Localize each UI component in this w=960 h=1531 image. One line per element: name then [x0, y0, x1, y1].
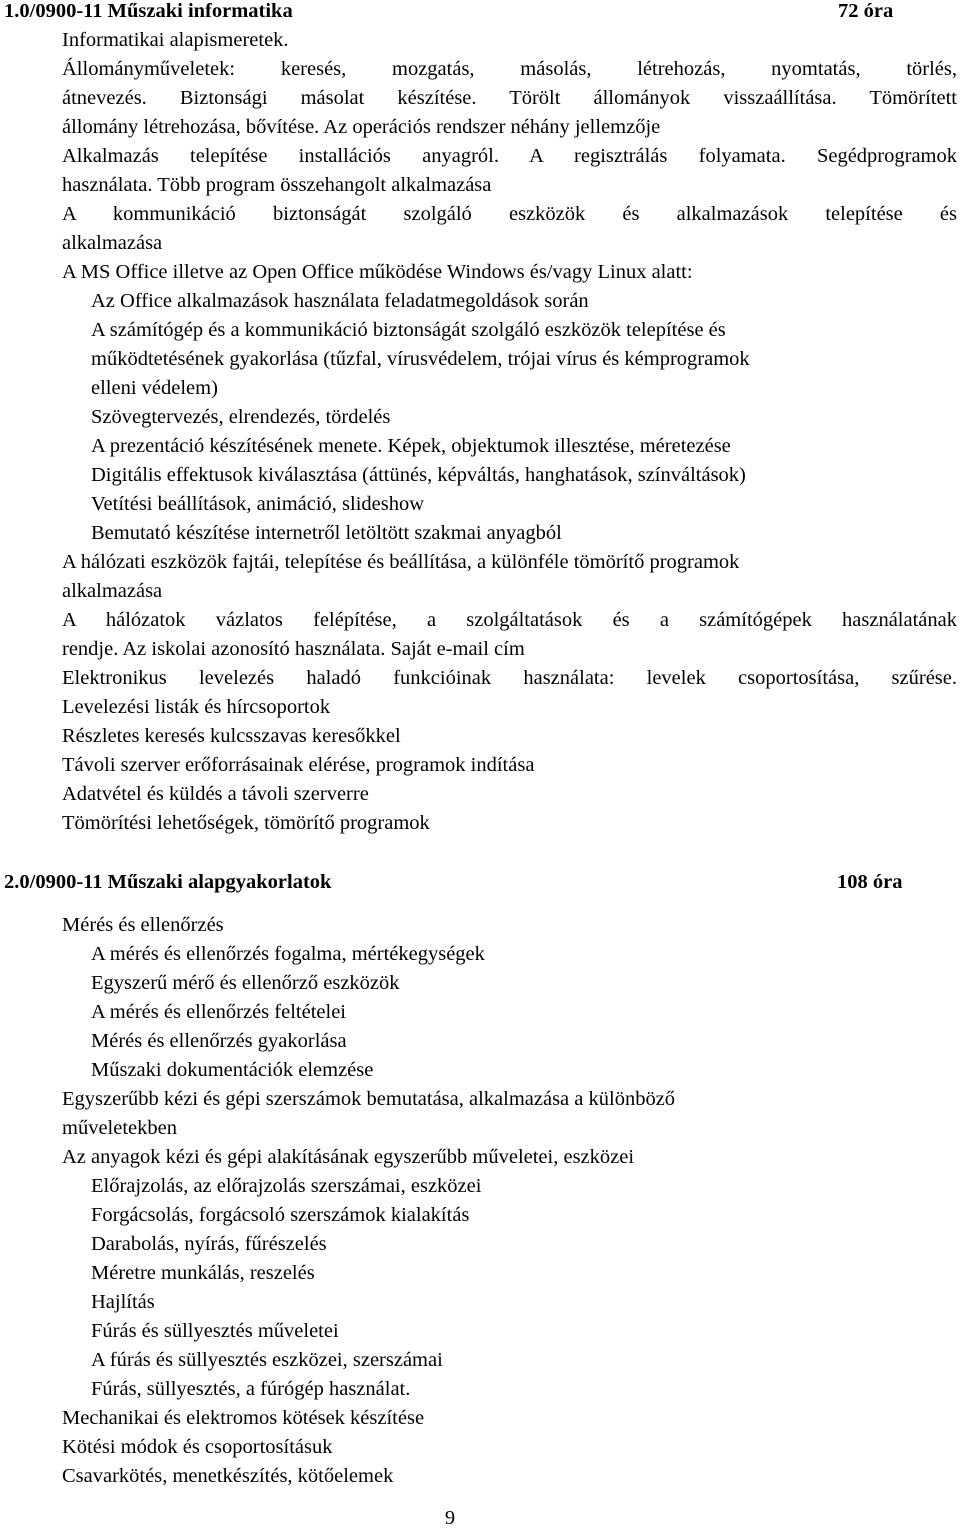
text-line: A számítógép és a kommunikáció biztonságát szolgáló eszközök telepítése és	[91, 319, 726, 341]
text-line: A hálózati eszközök fajtái, telepítése és beállítása, a különféle tömörítő programok	[62, 551, 740, 573]
text-line: rendje. Az iskolai azonosító használata. Saját e-mail cím	[62, 638, 525, 660]
text-line: Műszaki dokumentációk elemzése	[91, 1059, 374, 1081]
text-line: A mérés és ellenőrzés fogalma, mértékegységek	[91, 943, 485, 965]
text-line: állomány létrehozása, bővítése. Az operációs rendszer néhány jellemzője	[62, 116, 661, 138]
text-line: Bemutató készítése internetről letöltött szakmai anyagból	[91, 522, 562, 544]
text-line: Adatvétel és küldés a távoli szerverre	[62, 783, 369, 805]
text-line: műveletekben	[62, 1117, 177, 1139]
text-line: átnevezés. Biztonsági másolat készítése. Törölt állományok visszaállítása. Tömörített	[62, 87, 957, 109]
text-line: Egyszerű mérő és ellenőrző eszközök	[91, 972, 400, 994]
section-2-title: 2.0/0900-11 Műszaki alapgyakorlatok	[4, 871, 332, 893]
section-1-title: 1.0/0900-11 Műszaki informatika	[4, 0, 293, 22]
section-1-hours: 72 óra	[838, 0, 894, 22]
text-line: A mérés és ellenőrzés feltételei	[91, 1001, 346, 1023]
text-line: Távoli szerver erőforrásainak elérése, programok indítása	[62, 754, 535, 776]
text-line: Fúrás és süllyesztés műveletei	[91, 1320, 339, 1342]
text-line: Előrajzolás, az előrajzolás szerszámai, eszközei	[91, 1175, 482, 1197]
text-line: Digitális effektusok kiválasztása (áttünés, képváltás, hanghatások, színváltások)	[91, 464, 746, 486]
text-line: Hajlítás	[91, 1291, 155, 1313]
text-line: Az Office alkalmazások használata feladatmegoldások során	[91, 290, 589, 312]
text-line: Részletes keresés kulcsszavas keresőkkel	[62, 725, 401, 747]
text-line: Egyszerűbb kézi és gépi szerszámok bemutatása, alkalmazása a különböző	[62, 1088, 676, 1110]
text-line: A kommunikáció biztonságát szolgáló eszközök és alkalmazások telepítése és	[62, 203, 957, 225]
text-line: Alkalmazás telepítése installációs anyagról. A regisztrálás folyamata. Segédprogramok	[62, 145, 957, 167]
text-line: Állományműveletek: keresés, mozgatás, másolás, létrehozás, nyomtatás, törlés,	[62, 58, 957, 80]
text-line: Vetítési beállítások, animáció, slideshow	[91, 493, 425, 515]
section-2-hours: 108 óra	[837, 871, 903, 893]
text-line: működtetésének gyakorlása (tűzfal, vírusvédelem, trójai vírus és kémprogramok	[91, 348, 750, 370]
text-line: alkalmazása	[62, 232, 163, 254]
page-number: 9	[444, 1507, 456, 1529]
text-line: Méretre munkálás, reszelés	[91, 1262, 315, 1284]
text-line: A hálózatok vázlatos felépítése, a szolgáltatások és a számítógépek használatának	[62, 609, 957, 631]
text-line: Mérés és ellenőrzés	[62, 914, 224, 936]
text-line: Kötési módok és csoportosításuk	[62, 1436, 333, 1458]
text-line: elleni védelem)	[91, 377, 218, 399]
text-line: Darabolás, nyírás, fűrészelés	[91, 1233, 327, 1255]
text-line: Szövegtervezés, elrendezés, tördelés	[91, 406, 391, 428]
text-line: Tömörítési lehetőségek, tömörítő programok	[62, 812, 430, 834]
text-line: Csavarkötés, menetkészítés, kötőelemek	[62, 1465, 394, 1487]
text-line: A fúrás és süllyesztés eszközei, szerszámai	[91, 1349, 443, 1371]
text-line: Mechanikai és elektromos kötések készítése	[62, 1407, 425, 1429]
text-line: Elektronikus levelezés haladó funkcióinak használata: levelek csoportosítása, szűrése.	[62, 667, 957, 689]
text-line: alkalmazása	[62, 580, 163, 602]
text-line: használata. Több program összehangolt alkalmazása	[62, 174, 492, 196]
text-line: A MS Office illetve az Open Office működése Windows és/vagy Linux alatt:	[62, 261, 693, 283]
text-line: Forgácsolás, forgácsoló szerszámok kialakítás	[91, 1204, 470, 1226]
text-line: Mérés és ellenőrzés gyakorlása	[91, 1030, 347, 1052]
text-line: A prezentáció készítésének menete. Képek, objektumok illesztése, méretezése	[91, 435, 731, 457]
text-line: Fúrás, süllyesztés, a fúrógép használat.	[91, 1378, 411, 1400]
text-line: Az anyagok kézi és gépi alakításának egyszerűbb műveletei, eszközei	[62, 1146, 635, 1168]
text-line: Informatikai alapismeretek.	[62, 29, 289, 51]
text-line: Levelezési listák és hírcsoportok	[62, 696, 331, 718]
